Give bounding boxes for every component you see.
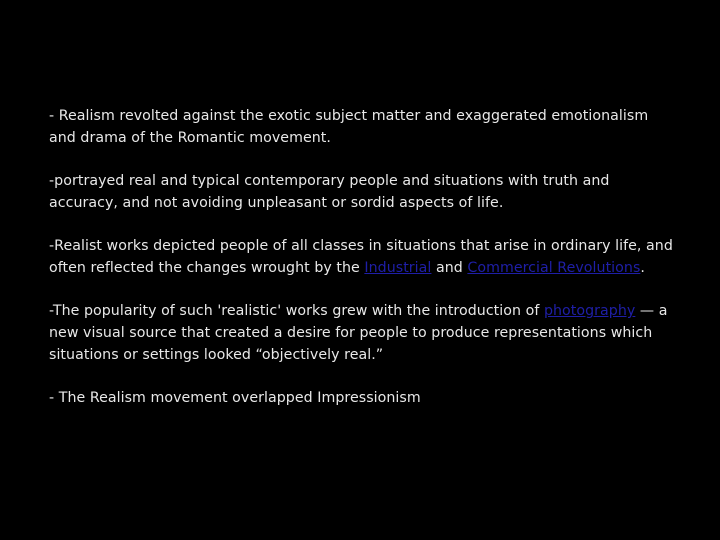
- paragraph-realist-works: [49, 236, 679, 279]
- paragraph-text: — a new visual source that created a desire for people to produce representations which situations or settings looked “objectively real.”: [49, 303, 668, 363]
- industrial-link[interactable]: Industrial: [364, 259, 432, 276]
- paragraph-text: - The Realism movement overlapped Impressionism: [49, 390, 421, 407]
- commercial-revolutions-link[interactable]: Commercial Revolutions: [467, 259, 641, 276]
- paragraph-realism-revolt: [49, 106, 679, 149]
- photography-link[interactable]: photography: [543, 303, 636, 320]
- paragraph-text: -The popularity of such 'realistic' works grew with the introduction of: [49, 303, 544, 320]
- paragraph-impressionism: [49, 388, 679, 410]
- slide-body: [49, 106, 679, 410]
- paragraph-photography: [49, 301, 679, 366]
- paragraph-text: and: [431, 259, 468, 276]
- paragraph-text: - Realism revolted against the exotic subject matter and exaggerated emotionalism and drama of the Romantic movement.: [49, 108, 649, 146]
- paragraph-text: -Realist works depicted people of all classes in situations that arise in ordinary life, and often reflected the changes wrought by the: [49, 238, 673, 276]
- paragraph-text: -portrayed real and typical contemporary people and situations with truth and accuracy, and not avoiding unpleasant or sordid aspects of life.: [49, 173, 610, 211]
- paragraph-portrayed-real: [49, 171, 679, 214]
- paragraph-text: .: [640, 259, 645, 276]
